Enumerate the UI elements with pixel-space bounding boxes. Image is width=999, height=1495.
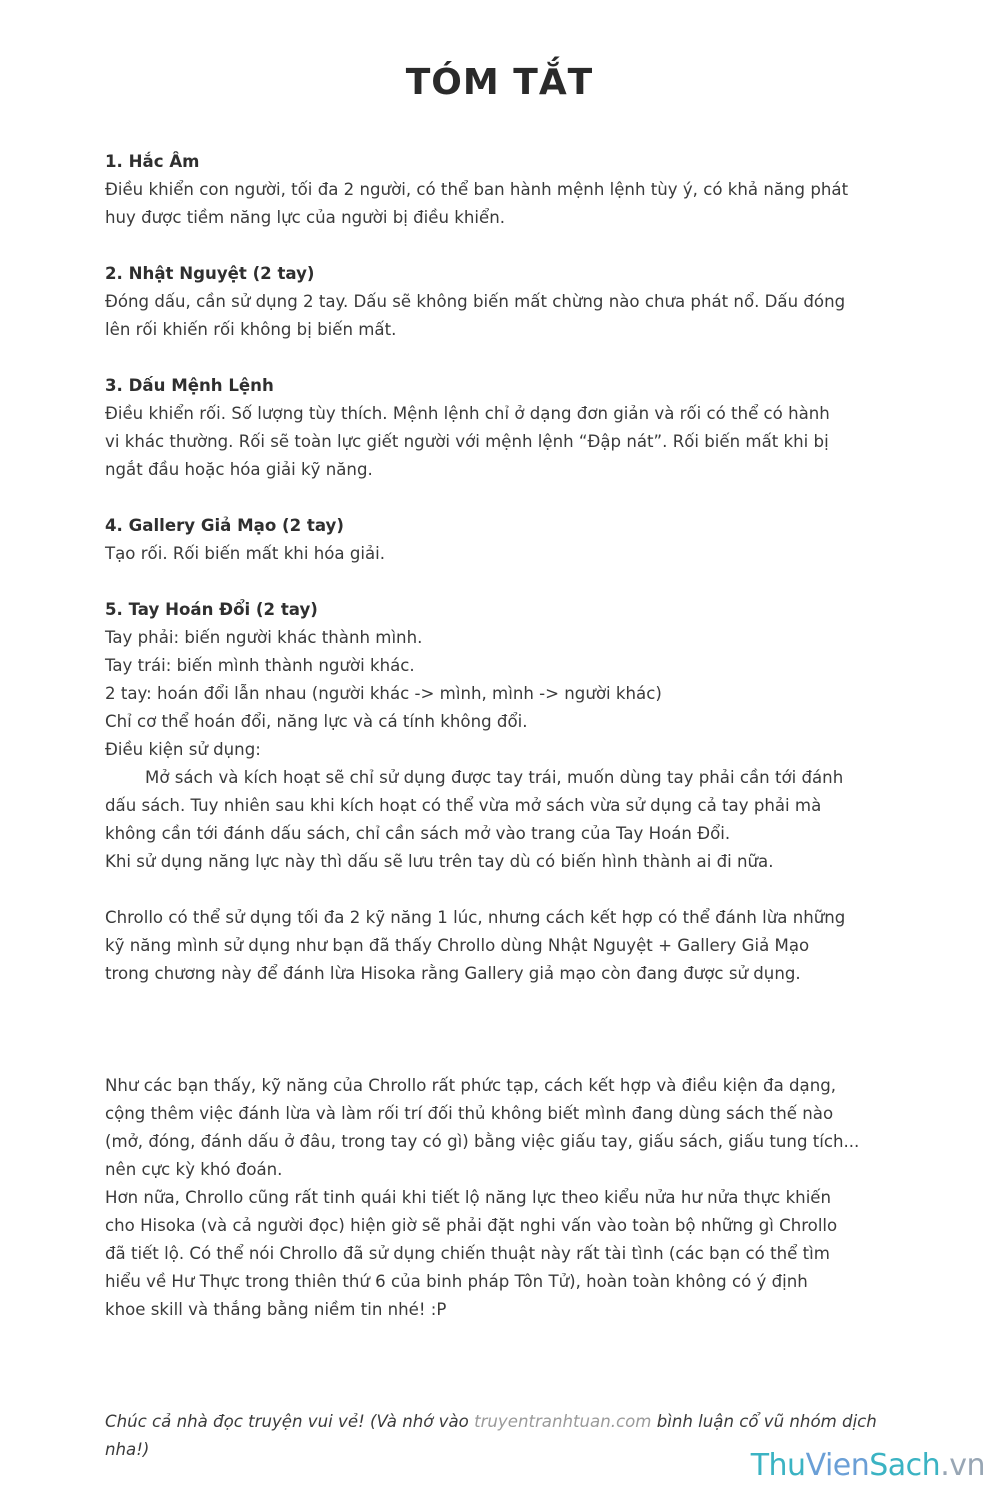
watermark-text: Vien [805, 1448, 870, 1483]
section-tay-hoan-doi [105, 596, 905, 876]
section-gallery-gia-mao [105, 512, 905, 568]
section-dau-menh-lenh [105, 372, 905, 484]
watermark-text: Thu [750, 1448, 806, 1483]
page-title: TÓM TẮT [405, 62, 594, 103]
closing-text: Chúc cả nhà đọc truyện vui vẻ! (Và nhớ vào [105, 1412, 475, 1431]
text-line: Chrollo có thể sử dụng tối đa 2 kỹ năng 1 lúc, nhưng cách kết hợp có thể đánh lừa những [105, 908, 846, 927]
watermark-logo [751, 1448, 985, 1483]
text-line: Mở sách và kích hoạt sẽ chỉ sử dụng được tay trái, muốn dùng tay phải cần tới đánh [145, 768, 844, 787]
closing-line: nha!) [105, 1440, 150, 1459]
closing-line [105, 1408, 905, 1436]
text-line: không cần tới đánh dấu sách, chỉ cần sách mở vào trang của Tay Hoán Đổi. [105, 824, 731, 843]
text-line: Điều kiện sử dụng: [105, 740, 261, 759]
text-line: Điều khiển rối. Số lượng tùy thích. Mệnh lệnh chỉ ở dạng đơn giản và rối có thể có hành [105, 404, 830, 423]
text-line: Điều khiển con người, tối đa 2 người, có thể ban hành mệnh lệnh tùy ý, có khả năng phát [105, 180, 849, 199]
text-line: trong chương này để đánh lừa Hisoka rằng Gallery giả mạo còn đang được sử dụng. [105, 964, 801, 983]
spacer [105, 1352, 905, 1408]
watermark-text: .vn [940, 1448, 985, 1483]
section-nhat-nguyet [105, 260, 905, 344]
spacer [105, 1016, 905, 1072]
text-line: (mở, đóng, đánh dấu ở đâu, trong tay có gì) bằng việc giấu tay, giấu sách, giấu tung tích... [105, 1132, 860, 1151]
site-link[interactable]: truyentranhtuan.com [474, 1412, 652, 1431]
section-hac-am [105, 148, 905, 232]
paragraph-analysis [105, 1072, 905, 1324]
text-line: huy được tiềm năng lực của người bị điều khiển. [105, 208, 506, 227]
text-line: Tay phải: biến người khác thành mình. [105, 628, 423, 647]
text-line: hiểu về Hư Thực trong thiên thứ 6 của binh pháp Tôn Tử), hoàn toàn không có ý định [105, 1272, 808, 1291]
text-line: 2 tay: hoán đổi lẫn nhau (người khác -> mình, mình -> người khác) [105, 684, 662, 703]
text-line: nên cực kỳ khó đoán. [105, 1160, 283, 1179]
text-line: Tay trái: biến mình thành người khác. [105, 656, 415, 675]
text-line: vi khác thường. Rối sẽ toàn lực giết người với mệnh lệnh “Đập nát”. Rối biến mất khi bị [105, 432, 829, 451]
text-line: Chỉ cơ thể hoán đổi, năng lực và cá tính không đổi. [105, 712, 528, 731]
section-heading: 1. Hắc Âm [105, 152, 200, 171]
text-line: đã tiết lộ. Có thể nói Chrollo đã sử dụng chiến thuật này rất tài tình (các bạn có thể tìm [105, 1244, 830, 1263]
section-heading: 3. Dấu Mệnh Lệnh [105, 376, 274, 395]
text-line: Hơn nữa, Chrollo cũng rất tinh quái khi tiết lộ năng lực theo kiểu nửa hư nửa thực khiến [105, 1188, 832, 1207]
section-heading: 2. Nhật Nguyệt (2 tay) [105, 264, 315, 283]
section-heading: 5. Tay Hoán Đổi (2 tay) [105, 600, 318, 619]
watermark-text: Sach [869, 1448, 941, 1483]
text-line: lên rối khiến rối không bị biến mất. [105, 320, 397, 339]
summary-content [105, 148, 905, 1464]
text-line: Khi sử dụng năng lực này thì dấu sẽ lưu trên tay dù có biến hình thành ai đi nữa. [105, 852, 774, 871]
text-line: Như các bạn thấy, kỹ năng của Chrollo rất phức tạp, cách kết hợp và điều kiện đa dạng, [105, 1076, 837, 1095]
text-line: khoe skill và thắng bằng niềm tin nhé! :P [105, 1300, 447, 1319]
text-line: cộng thêm việc đánh lừa và làm rối trí đối thủ không biết mình đang dùng sách thế nào [105, 1104, 834, 1123]
text-line: dấu sách. Tuy nhiên sau khi kích hoạt có thể vừa mở sách vừa sử dụng cả tay phải mà [105, 796, 822, 815]
text-line: Đóng dấu, cần sử dụng 2 tay. Dấu sẽ không biến mất chừng nào chưa phát nổ. Dấu đóng [105, 292, 846, 311]
text-line: ngắt đầu hoặc hóa giải kỹ năng. [105, 460, 373, 479]
text-line: Tạo rối. Rối biến mất khi hóa giải. [105, 544, 386, 563]
section-heading: 4. Gallery Giả Mạo (2 tay) [105, 516, 344, 535]
text-line: cho Hisoka (và cả người đọc) hiện giờ sẽ phải đặt nghi vấn vào toàn bộ những gì Chrollo [105, 1216, 838, 1235]
closing-text: bình luận cổ vũ nhóm dịch [651, 1412, 877, 1431]
paragraph-combo [105, 904, 905, 988]
text-line: kỹ năng mình sử dụng như bạn đã thấy Chrollo dùng Nhật Nguyệt + Gallery Giả Mạo [105, 936, 810, 955]
